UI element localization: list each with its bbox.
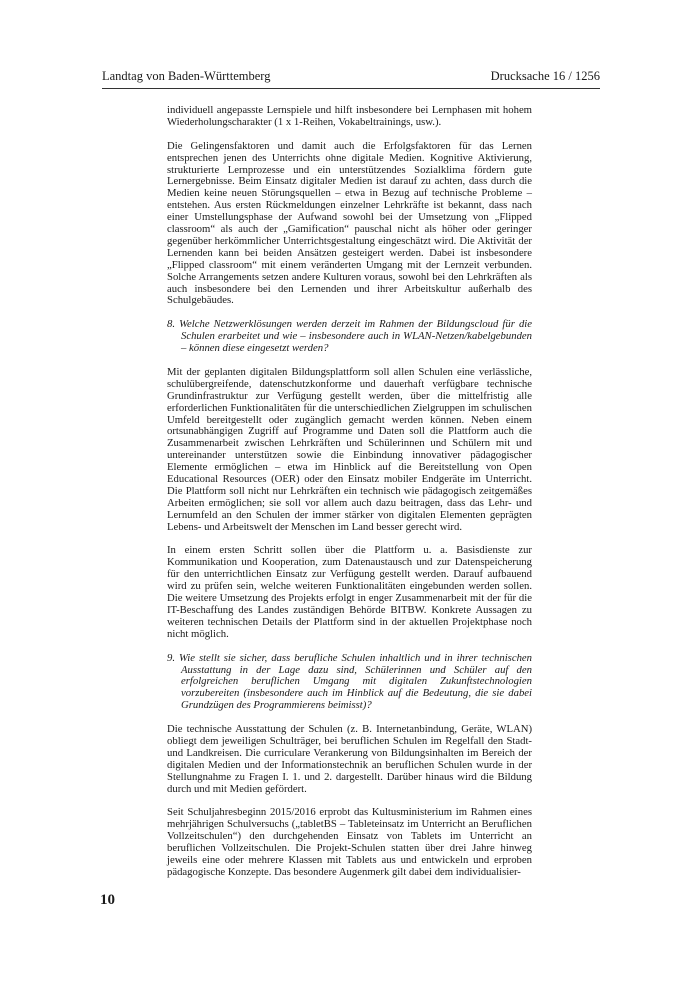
paragraph-continuation: individuell angepasste Lernspiele und hilft insbesondere bei Lernphasen mit hohem Wiederholungscharakter (1 x 1-Reihen, Vokabeltrainings, usw.). — [167, 104, 532, 128]
header-document-number: Drucksache 16 / 1256 — [490, 69, 600, 83]
header-parliament-name: Landtag von Baden-Württemberg — [102, 69, 271, 83]
paragraph-tablet-pilot: Seit Schuljahresbeginn 2015/2016 erprobt das Kultusministerium im Rahmen eines mehrjährigen Schulversuchs („tabletBS – Tableteinsatz im Unterricht an Beruflichen Vollzeitschulen“) den durchgehenden Einsatz von Tablets im Unterricht an beruflichen Vollzeitschulen. Die Projekt-Schulen statten über drei Jahre hinweg jeweils eine oder mehrere Klassen mit Tablets aus und entwickeln und erproben pädagogische Konzepte. Das besondere Augenmerk gilt dabei dem individualisier- — [167, 806, 532, 878]
page-header — [102, 66, 600, 89]
question-8: 8. Welche Netzwerklösungen werden derzeit im Rahmen der Bildungscloud für die Schulen erarbeitet und wie – insbesondere auch in WLAN-Netzen/kabelgebunden – können diese eingesetzt werden? — [167, 318, 532, 355]
paragraph-technical-equipment: Die technische Ausstattung der Schulen (z. B. Internetanbindung, Geräte, WLAN) obliegt dem jeweiligen Schulträger, bei beruflichen Schulen im Regelfall den Stadt- und Landkreisen. Die curriculare Verankerung von Bildungsinhalten im Bereich der digitalen Medien und der Informationstechnik an beruflichen Schulen wurde in der Stellungnahme zu Fragen I. 1. und 2. dargestellt. Darüber hinaus wird die Bildung durch und mit Medien gefördert. — [167, 723, 532, 795]
document-body — [167, 105, 532, 891]
paragraph-success-factors: Die Gelingensfaktoren und damit auch die Erfolgsfaktoren für das Lernen entsprechen jenen des Unterrichts ohne digitale Medien. Kognitive Aktivierung, strukturierte Lernprozesse und ein unterstützendes Sozialklima fördern gute Lernergebnisse. Beim Einsatz digitaler Medien ist darauf zu achten, dass durch die Medien keine neuen Störungsquellen – etwa in Bezug auf technische Probleme – entstehen. Aus ersten Rückmeldungen einzelner Lehrkräfte ist bekannt, dass nach einer Umstellungsphase der Aufwand sowohl bei der Umsetzung von „Flipped classroom“ als auch der „Gamification“ pauschal nicht als höher oder geringer gegenüber herkömmlicher Unterrichtsgestaltung eingeschätzt wird. Die Aktivität der Lernenden kann bei beiden Ansätzen gesteigert werden. Dabei ist insbesondere „Flipped classroom“ mit einem veränderten Umgang mit der Lernzeit verbunden. Solche Arrangements setzen andere Kulturen voraus, sowohl bei den Lehrkräften als auch insbesondere bei den Lernenden und ihrer Arbeitskultur außerhalb des Schulgebäudes. — [167, 139, 532, 307]
paragraph-education-platform: Mit der geplanten digitalen Bildungsplattform soll allen Schulen eine verlässliche, schulübergreifende, datenschutzkonforme und dauerhaft verfügbare technische Grundinfrastruktur zur Verfügung gestellt werden, über die mittelfristig alle erforderlichen Funktionalitäten für die unterschiedlichen Zielgruppen im schulischen Umfeld bereitgestellt oder zugänglich gemacht werden können. Neben einem ortsunabhängigen Zugriff auf Programme und Daten soll die Plattform auch die Zusammenarbeit zwischen Lehrkräften und Schülerinnen und Schülern mit und untereinander unterstützen sowie die Einbindung innovativer pädagogischer Elemente ermöglichen – etwa im Hinblick auf die Bereitstellung von Open Educational Resources (OER) oder den Einsatz mobiler Endgeräte im Unterricht. Die Plattform soll nicht nur Lehrkräften ein technisch wie pädagogisch zeitgemäßes Arbeiten ermöglichen; sie soll vor allem auch dazu beitragen, dass das Lehr- und Lernumfeld an den Schulen der immer stärker von digitalen Elementen geprägten Lebens- und Arbeitswelt der Menschen im Land besser gerecht wird. — [167, 365, 532, 533]
paragraph-first-step: In einem ersten Schritt sollen über die Plattform u. a. Basisdienste zur Kommunikation und Kooperation, zum Datenaustausch und zur Datenspeicherung für den unterrichtlichen Einsatz zur Verfügung gestellt werden. Darauf aufbauend wird zu prüfen sein, welche weiteren Funktionalitäten eingebunden werden sollen. Die weitere Umsetzung des Projekts erfolgt in enger Zusammenarbeit mit der für die IT-Beschaffung des Landes zuständigen Behörde BITBW. Konkrete Aussagen zu weiteren technischen Details der Plattform sind in der aktuellen Projektphase noch nicht möglich. — [167, 544, 532, 640]
page-number: 10 — [100, 892, 115, 908]
question-9: 9. Wie stellt sie sicher, dass berufliche Schulen inhaltlich und in ihrer technischen Ausstattung in der Lage dazu sind, Schülerinnen und Schüler auf den erfolgreichen beruflichen Umgang mit digitalen Zukunftstechnologien vorzubereiten (insbesondere auch im Hinblick auf die Bedeutung, die sie dabei Grundzügen des Programmierens beimisst)? — [167, 651, 532, 712]
